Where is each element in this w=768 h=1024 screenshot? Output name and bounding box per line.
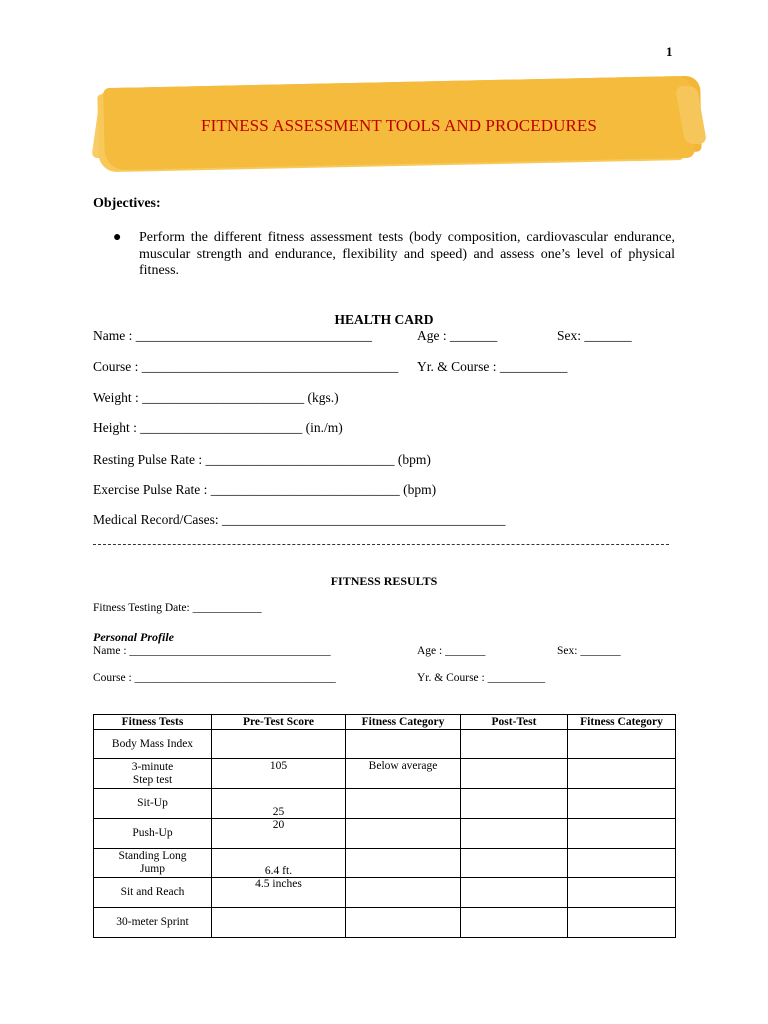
post-test-cell[interactable] (461, 878, 568, 908)
test-name-cell: Sit-Up (94, 789, 212, 819)
table-header-row (94, 715, 676, 730)
fitness-testing-date-field[interactable]: Fitness Testing Date: ____________ (93, 602, 262, 614)
test-name-cell: Body Mass Index (94, 730, 212, 759)
table-row (94, 908, 676, 938)
hc-sex-field[interactable]: Sex: _______ (557, 328, 632, 343)
table-row (94, 878, 676, 908)
fr-age-field[interactable]: Age : _______ (417, 645, 486, 657)
header-pre-test-score: Pre-Test Score (212, 715, 346, 730)
personal-profile-heading: Personal Profile (93, 630, 174, 644)
pre-test-cell[interactable] (212, 908, 346, 938)
table-row (94, 789, 676, 819)
post-test-cell[interactable] (461, 730, 568, 759)
header-fitness-category-post: Fitness Category (568, 715, 676, 730)
hc-name-field[interactable]: Name : ___________________________________ (93, 328, 372, 343)
test-name-cell: Push-Up (94, 819, 212, 849)
category-cell[interactable] (346, 908, 461, 938)
pre-test-cell[interactable]: 20 (212, 819, 346, 849)
hc-medical-field[interactable]: Medical Record/Cases: __________________________________________ (93, 512, 506, 527)
table-row (94, 849, 676, 878)
fr-course-field[interactable]: Course : ___________________________________ (93, 672, 336, 684)
hc-height-field[interactable]: Height : ________________________ (in./m) (93, 420, 343, 435)
table-row (94, 759, 676, 789)
page-number: 1 (666, 44, 673, 59)
hc-course-field[interactable]: Course : ______________________________________ (93, 359, 399, 374)
pre-test-cell[interactable]: 4.5 inches (212, 878, 346, 908)
header-fitness-tests: Fitness Tests (94, 715, 212, 730)
category-post-cell[interactable] (568, 878, 676, 908)
category-cell[interactable]: Below average (346, 759, 461, 789)
pre-test-cell[interactable] (212, 730, 346, 759)
test-name-cell: 30-meter Sprint (94, 908, 212, 938)
fr-name-field[interactable]: Name : ___________________________________ (93, 645, 331, 657)
test-name-cell: Sit and Reach (94, 878, 212, 908)
category-cell[interactable] (346, 789, 461, 819)
objective-item: Perform the different fitness assessment tests (body composition, cardiovascular endurance, muscular strength and endurance, flexibility and speed) and assess one’s level of physical fitness. (139, 230, 675, 278)
pre-test-cell[interactable]: 25 (212, 789, 346, 819)
category-cell[interactable] (346, 730, 461, 759)
header-post-test: Post-Test (461, 715, 568, 730)
category-cell[interactable] (346, 878, 461, 908)
category-post-cell[interactable] (568, 789, 676, 819)
section-divider (93, 544, 669, 545)
post-test-cell[interactable] (461, 908, 568, 938)
test-name-cell: Standing Long Jump (94, 849, 212, 878)
bullet-icon: ● (113, 230, 122, 245)
category-post-cell[interactable] (568, 849, 676, 878)
category-cell[interactable] (346, 849, 461, 878)
fr-yr-course-field[interactable]: Yr. & Course : __________ (417, 672, 546, 684)
category-post-cell[interactable] (568, 819, 676, 849)
category-post-cell[interactable] (568, 908, 676, 938)
post-test-cell[interactable] (461, 789, 568, 819)
fitness-results-table (93, 714, 676, 938)
test-name-cell: 3-minute Step test (94, 759, 212, 789)
pre-test-cell[interactable]: 6.4 ft. (212, 849, 346, 878)
header-fitness-category: Fitness Category (346, 715, 461, 730)
table-row (94, 819, 676, 849)
post-test-cell[interactable] (461, 759, 568, 789)
objectives-heading: Objectives: (93, 196, 161, 211)
hc-yr-course-field[interactable]: Yr. & Course : __________ (417, 359, 568, 374)
hc-weight-field[interactable]: Weight : ________________________ (kgs.) (93, 390, 339, 405)
table-row (94, 730, 676, 759)
post-test-cell[interactable] (461, 819, 568, 849)
health-card-title: HEALTH CARD (334, 312, 434, 327)
hc-resting-pulse-field[interactable]: Resting Pulse Rate : ____________________________ (bpm) (93, 452, 431, 467)
hc-exercise-pulse-field[interactable]: Exercise Pulse Rate : ____________________________ (bpm) (93, 482, 437, 497)
fitness-results-title: FITNESS RESULTS (330, 574, 438, 588)
category-cell[interactable] (346, 819, 461, 849)
pre-test-cell[interactable]: 105 (212, 759, 346, 789)
category-post-cell[interactable] (568, 759, 676, 789)
post-test-cell[interactable] (461, 849, 568, 878)
fr-sex-field[interactable]: Sex: _______ (557, 645, 621, 657)
category-post-cell[interactable] (568, 730, 676, 759)
hc-age-field[interactable]: Age : _______ (417, 328, 498, 343)
page-title: FITNESS ASSESSMENT TOOLS AND PROCEDURES (201, 116, 597, 135)
